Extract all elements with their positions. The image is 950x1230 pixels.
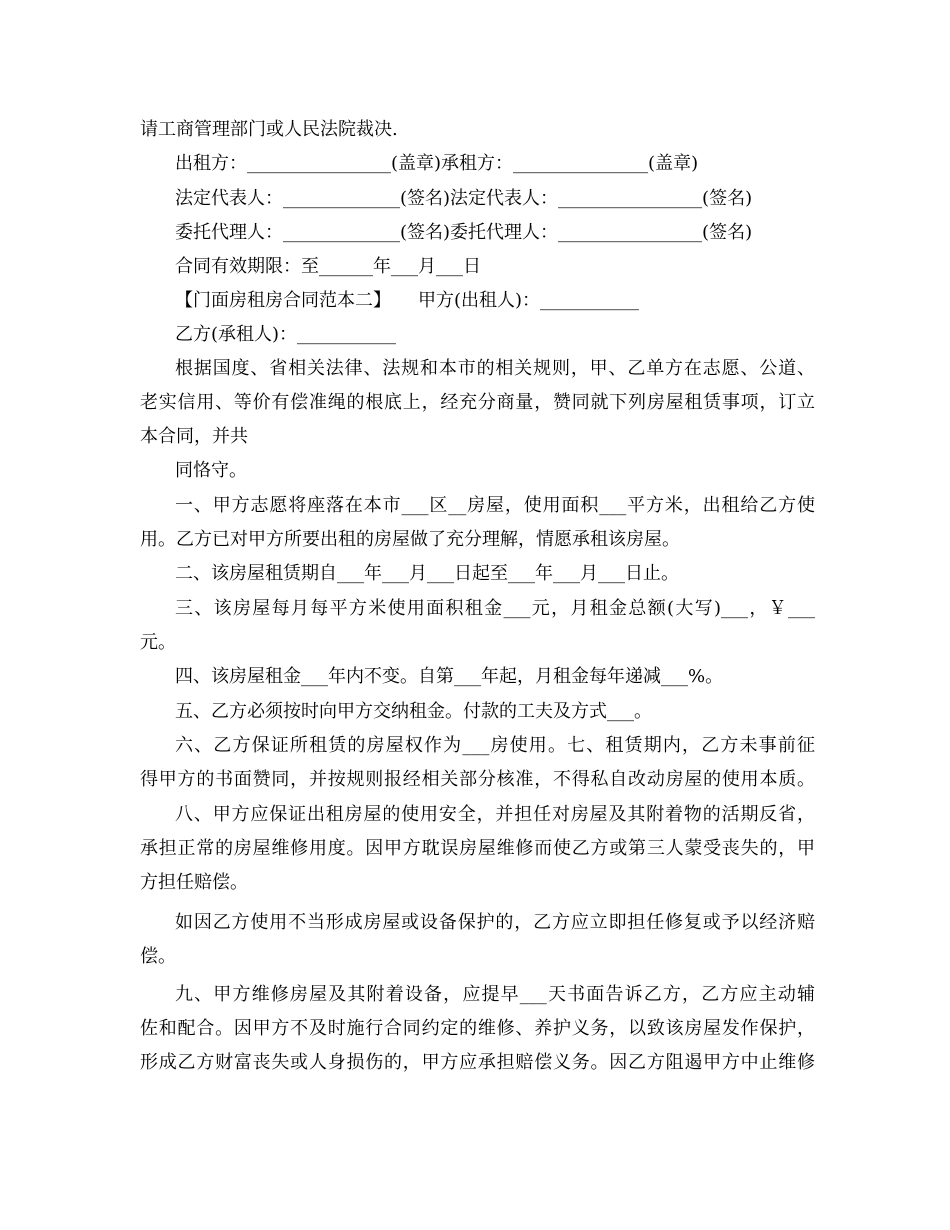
text-line: 九、甲方维修房屋及其附着设备，应提早___天书面告诉乙方，乙方应主动辅 (175, 984, 815, 1005)
text-line: 用。乙方已对甲方所要出租的房屋做了充分理解，情愿承租该房屋。 (140, 529, 680, 550)
text-line: 佐和配合。因甲方不及时施行合同约定的维修、养护义务，以致该房屋发作保护， (140, 1018, 815, 1039)
text-line: 得甲方的书面赞同，并按规则报经相关部分核准，不得私自改动房屋的使用本质。 (140, 769, 815, 790)
text-line: 乙方(承租人)：___________ (175, 324, 397, 345)
text-line: 五、乙方必须按时向甲方交纳租金。付款的工夫及方式___。 (175, 701, 652, 722)
text-line: 同恪守。 (175, 460, 247, 481)
text-line: 二、该房屋租赁期自___年___月___日起至___年___月___日止。 (175, 563, 679, 584)
text-line: 如因乙方使用不当形成房屋或设备保护的，乙方应立即担任修复或予以经济赔 (175, 912, 815, 933)
text-line: 一、甲方志愿将座落在本市___区__房屋，使用面积___平方米，出租给乙方使 (175, 495, 815, 516)
text-line: 请工商管理部门或人民法院裁决. (140, 119, 398, 140)
text-line: 六、乙方保证所租赁的房屋权作为___房使用。七、租赁期内，乙方未事前征 (175, 735, 815, 756)
text-line: 元。 (140, 632, 176, 653)
text-line: 根据国度、省相关法律、法规和本市的相关规则，甲、乙单方在志愿、公道、 (175, 358, 815, 379)
text-line: 偿。 (140, 946, 176, 967)
text-line: 四、该房屋租金___年内不变。自第___年起，月租金每年递减___%。 (175, 666, 724, 687)
text-line: 合同有效期限：至______年___月___日 (175, 256, 481, 277)
text-line: 八、甲方应保证出租房屋的使用安全，并担任对房屋及其附着物的活期反省， (175, 804, 815, 825)
text-line: 【门面房租房合同范本二】 甲方(出租人)：___________ (175, 290, 640, 311)
text-line: 三、该房屋每月每平方米使用面积租金___元，月租金总额(大写)___，￥___ (175, 598, 815, 619)
text-line: 委托代理人：_____________(签名)委托代理人：________________(签名) (175, 222, 753, 243)
text-line: 老实信用、等价有偿准绳的根底上，经充分商量，赞同就下列房屋租赁事项，订立 (140, 392, 815, 413)
text-line: 出租方：________________(盖章)承租方：_______________(盖章) (175, 153, 699, 174)
text-line: 方担任赔偿。 (140, 872, 248, 893)
text-line: 承担正常的房屋维修用度。因甲方耽误房屋维修而使乙方或第三人蒙受丧失的，甲 (140, 838, 815, 859)
text-line: 本合同，并共 (140, 426, 248, 447)
text-line: 法定代表人：_____________(签名)法定代表人：________________(签名) (175, 188, 753, 209)
text-line: 形成乙方财富丧失或人身损伤的，甲方应承担赔偿义务。因乙方阻遏甲方中止维修 (140, 1052, 815, 1073)
